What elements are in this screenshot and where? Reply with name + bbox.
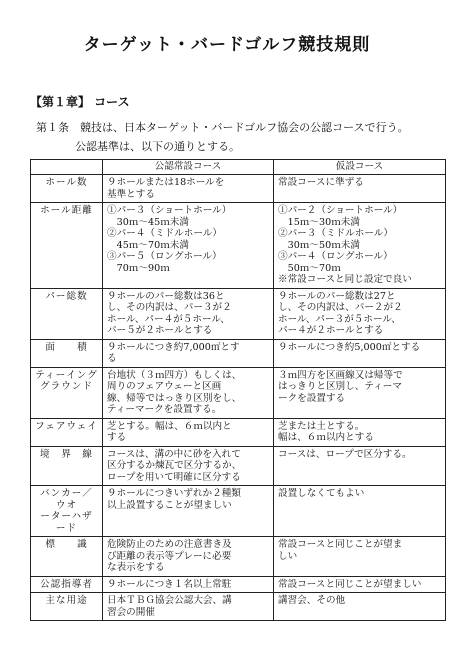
cell-line: 習会の開催 — [107, 606, 155, 618]
table-row — [31, 486, 446, 537]
temporary-course-cell — [274, 576, 446, 593]
temporary-course-cell — [274, 339, 446, 367]
cell-line: 講習会、その他 — [278, 595, 346, 606]
cell-line: ９ホールのパー総数は27と — [278, 290, 396, 302]
row-label: 面 積 — [31, 339, 103, 367]
row-label: 主な用途 — [31, 593, 103, 621]
cell-line: ９ホールにつきいずれか２種類 — [107, 488, 241, 499]
row-label: 境 界 線 — [31, 446, 103, 486]
table-row — [31, 446, 446, 486]
cell-line: な表示をする — [107, 562, 165, 573]
cell-line: る — [107, 353, 117, 364]
table-row — [31, 576, 446, 593]
cell-line: ②パー３（ミドルホール） — [278, 228, 393, 239]
cell-line: ※常設コースと同じ設定で良い — [278, 274, 412, 285]
cell-line: 台地状（３ｍ四方）もしくは、 — [107, 369, 242, 381]
row-label: 標 識 — [31, 537, 103, 577]
permanent-course-cell — [103, 576, 274, 593]
cell-line: ９ホールにつき１名以上常駐 — [107, 578, 232, 590]
row-label: フェアウェイ — [31, 418, 103, 446]
cell-line: 区分するか煉瓦で区分するか、 — [107, 460, 242, 471]
cell-line: ホール、パー３が５ホール、 — [278, 313, 401, 325]
cell-line: び距離の表示等プレーに必要 — [107, 550, 232, 562]
cell-line: 45ｍ～70ｍ未満 — [107, 239, 189, 251]
header-permanent-course: 公認常設コース — [103, 160, 274, 175]
table-row — [31, 593, 446, 621]
permanent-course-cell — [103, 367, 274, 418]
cell-line: しい — [278, 550, 298, 562]
temporary-course-cell — [274, 446, 446, 486]
cell-line: 設置しなくてもよい — [278, 488, 365, 499]
cell-line: 線、帰等ではっきり区別をし、 — [107, 392, 242, 404]
cell-line: 周りのフェアウェーと区画 — [107, 381, 222, 392]
row-label: バンカー／ウオ ーターハザード — [31, 486, 103, 537]
permanent-course-cell — [103, 288, 274, 339]
row-label: ホール距離 — [31, 203, 103, 289]
cell-line: 70ｍ～90ｍ — [107, 262, 170, 274]
cell-line: 基準とする — [107, 188, 155, 200]
certification-basis-text: 公認基準は、以下の通りとする。 — [75, 140, 240, 153]
cell-line: ロープを用いて明確に区分する — [107, 471, 241, 483]
cell-line: 芝とする。幅は、６ｍ以内と — [107, 420, 232, 432]
cell-line: ①パー２（ショートホール） — [278, 205, 403, 216]
cell-line: ９ホールのパー総数は36と — [107, 290, 225, 302]
permanent-course-cell — [103, 537, 274, 577]
article-1-text: 第１条 競技は、日本ターゲット・バードゴルフ協会の公認コースで行う。 — [36, 121, 409, 134]
cell-line: 50ｍ～70ｍ — [278, 262, 341, 274]
cell-line: ③パー４（ロングホール） — [278, 251, 393, 262]
table-row — [31, 203, 446, 289]
cell-line: ①パー３（ショートホール） — [107, 205, 232, 216]
cell-line: 常設コースと同じことが望ましい — [278, 578, 422, 590]
permanent-course-cell — [103, 486, 274, 537]
cell-line: ②パー４（ミドルホール） — [107, 228, 222, 239]
table-row — [31, 418, 446, 446]
cell-line: コースは、ロープで区分する。 — [278, 448, 412, 460]
temporary-course-cell — [274, 418, 446, 446]
table-row — [31, 339, 446, 367]
cell-line: 常設コースと同じことが望ま — [278, 539, 403, 550]
cell-line: し、その内訳は、パー３が２ — [107, 302, 232, 313]
temporary-course-cell — [274, 537, 446, 577]
table-row — [31, 537, 446, 577]
cell-line: 幅は、６ｍ以内とする — [278, 432, 374, 443]
temporary-course-cell — [274, 486, 446, 537]
row-label: ホール数 — [31, 175, 103, 203]
cell-line: 以上設置することが望ましい — [107, 499, 232, 511]
temporary-course-cell — [274, 203, 446, 289]
cell-line: 常設コースに準ずる — [278, 177, 364, 188]
course-standards-table — [30, 159, 446, 621]
temporary-course-cell — [274, 367, 446, 418]
permanent-course-cell — [103, 593, 274, 621]
row-label: ティーイング グラウンド — [31, 367, 103, 418]
cell-line: 芝または土とする。 — [278, 420, 365, 432]
cell-line: ３ｍ四方を区画線又は帰等で — [278, 369, 403, 381]
chapter-heading: 【第１章】 コース — [30, 95, 130, 109]
cell-line: する — [107, 432, 127, 443]
permanent-course-cell — [103, 418, 274, 446]
table-row — [31, 367, 446, 418]
cell-line: パー４が２ホールとする — [278, 325, 384, 336]
header-empty — [31, 160, 103, 175]
permanent-course-cell — [103, 203, 274, 289]
table-header-row — [31, 160, 446, 175]
cell-line: ークを設置する — [278, 392, 346, 404]
row-label: 公認指導者 — [31, 576, 103, 593]
temporary-course-cell — [274, 593, 446, 621]
cell-line: 危険防止のための注意書き及 — [107, 539, 232, 550]
table-row — [31, 288, 446, 339]
row-label: パー総数 — [31, 288, 103, 339]
cell-line: はっきりと区別し、ティーマ — [278, 381, 402, 392]
cell-line: 日本ＴＢＧ協会公認大会、講 — [107, 595, 232, 606]
table-row — [31, 175, 446, 203]
cell-line: 30ｍ～45ｍ未満 — [107, 216, 189, 228]
permanent-course-cell — [103, 339, 274, 367]
cell-line: 30ｍ～50ｍ未満 — [278, 239, 360, 251]
cell-line: ホール、パー４が５ホール、 — [107, 313, 230, 325]
cell-line: ティーマークを設置する。 — [107, 404, 222, 415]
cell-line: 15ｍ～30ｍ未満 — [278, 216, 360, 228]
temporary-course-cell — [274, 175, 446, 203]
cell-line: し、その内訳は、パー２が２ — [278, 302, 403, 313]
header-temporary-course: 仮設コース — [274, 160, 446, 175]
cell-line: ９ホールにつき約5,000㎡とする — [278, 341, 421, 353]
permanent-course-cell — [103, 175, 274, 203]
cell-line: コースは、溝の中に砂を入れて — [107, 448, 241, 460]
cell-line: ③パー５（ロングホール） — [107, 251, 222, 262]
temporary-course-cell — [274, 288, 446, 339]
cell-line: ９ホールまたは18ホールを — [107, 177, 225, 188]
permanent-course-cell — [103, 446, 274, 486]
cell-line: ９ホールにつき約7,000㎡とす — [107, 341, 240, 353]
cell-line: パー５が２ホールとする — [107, 325, 213, 336]
page-title: ターゲット・バードゴルフ競技規則 — [83, 35, 371, 55]
